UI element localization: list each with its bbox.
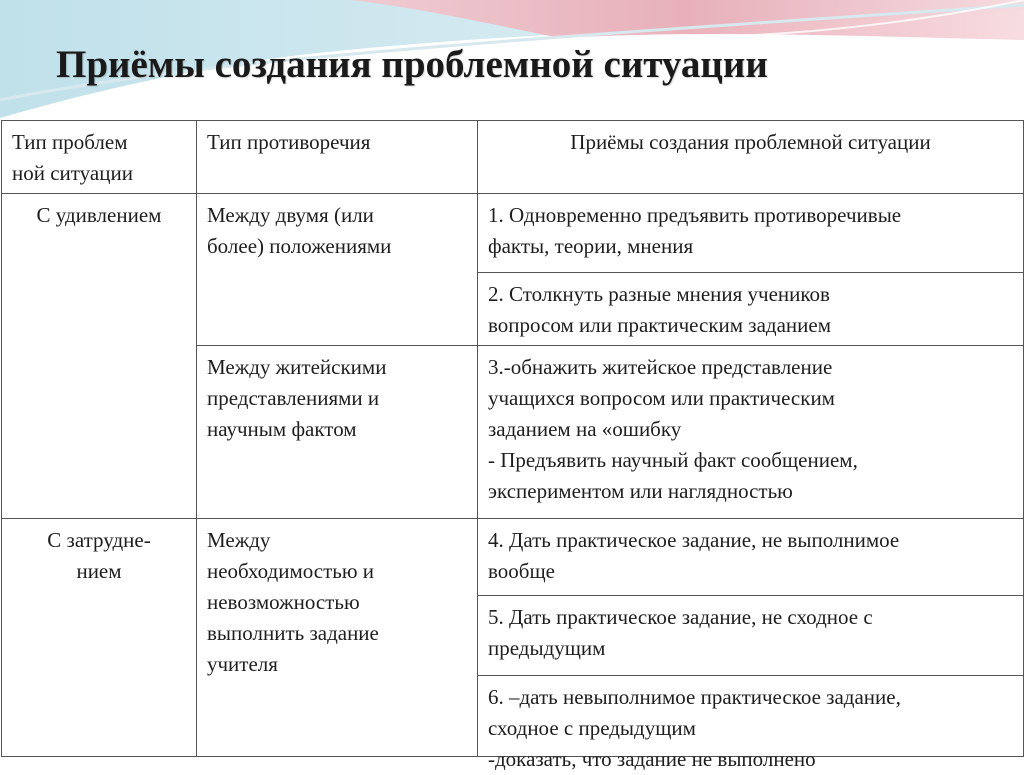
technique-cell: 3.-обнажить житейское представление учащихся вопросом или практическим заданием на «ошибку - Предъявить научный факт сообщением, экспериментом или наглядностью bbox=[478, 346, 1024, 519]
table-row bbox=[2, 194, 1024, 273]
technique-cell: 1. Одновременно предъявить противоречивые факты, теории, мнения bbox=[478, 194, 1024, 273]
header-techniques: Приёмы создания проблемной ситуации bbox=[478, 121, 1024, 194]
contradiction-cell: Между двумя (или более) положениями bbox=[197, 194, 478, 346]
situation-difficulty: С затрудне- нием bbox=[2, 519, 197, 757]
slide-title: Приёмы создания проблемной ситуации bbox=[56, 43, 768, 86]
header-situation-type: Тип проблем ной ситуации bbox=[2, 121, 197, 194]
technique-cell: 2. Столкнуть разные мнения учеников вопросом или практическим заданием bbox=[478, 273, 1024, 346]
table-row bbox=[2, 519, 1024, 596]
techniques-table bbox=[1, 120, 1024, 771]
technique-cell: 6. –дать невыполнимое практическое задание, сходное с предыдущим -доказать, что задание не выполнено bbox=[478, 676, 1024, 757]
contradiction-cell: Между необходимостью и невозможностью выполнить задание учителя bbox=[197, 519, 478, 757]
header-contradiction-type: Тип противоречия bbox=[197, 121, 478, 194]
contradiction-cell: Между житейскими представлениями и научным фактом bbox=[197, 346, 478, 519]
table-header-row bbox=[2, 121, 1024, 194]
technique-cell: 5. Дать практическое задание, не сходное с предыдущим bbox=[478, 596, 1024, 676]
technique-cell: 4. Дать практическое задание, не выполнимое вообще bbox=[478, 519, 1024, 596]
situation-surprise: С удивлением bbox=[2, 194, 197, 519]
